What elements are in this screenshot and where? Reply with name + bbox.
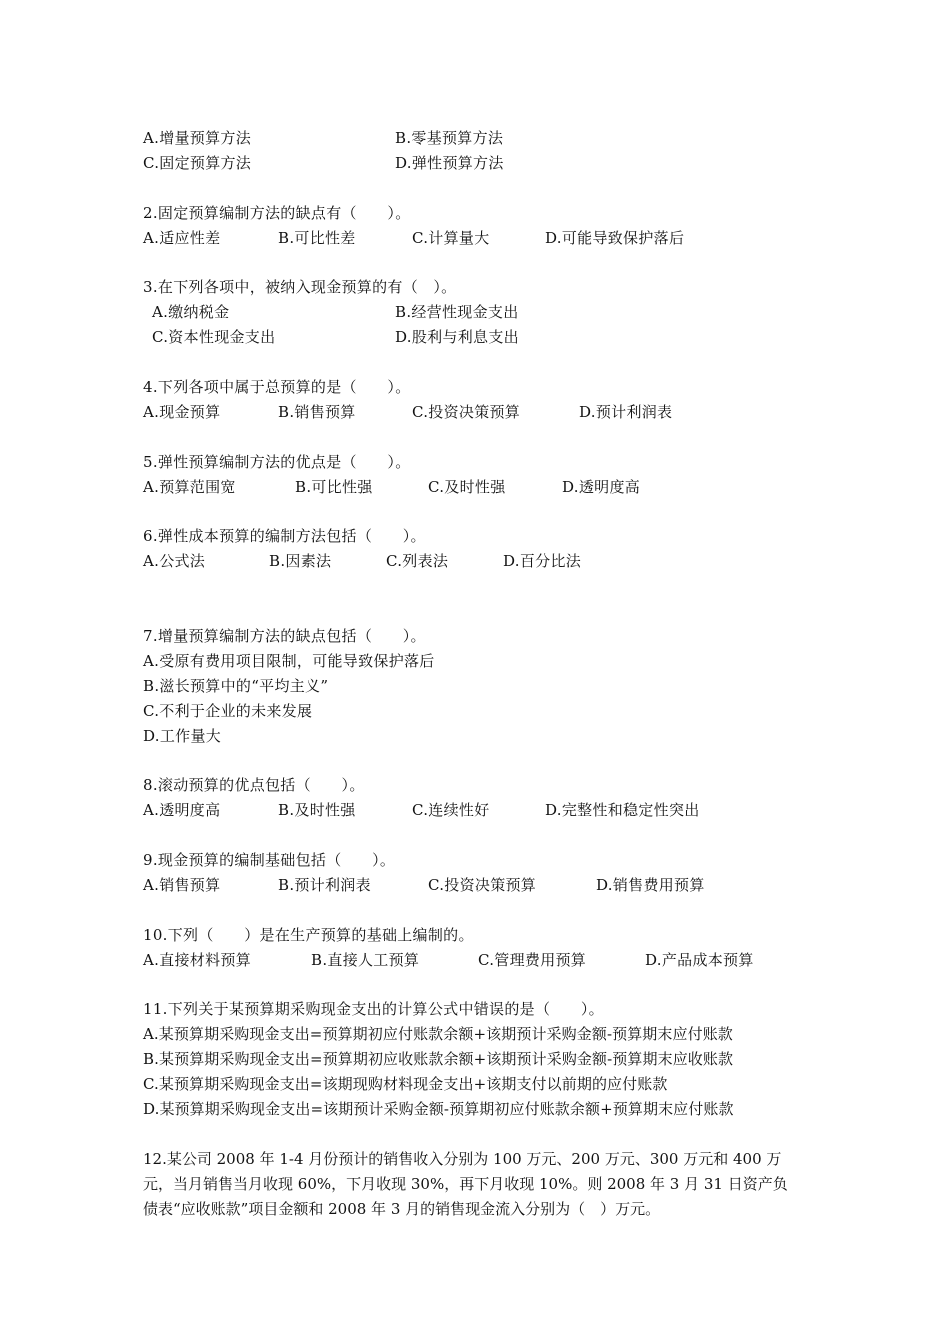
q3-option-b: B.经营性现金支出 — [395, 303, 519, 321]
q4-stem: 4.下列各项中属于总预算的是（ ）。 — [143, 378, 411, 396]
q7-option-d: D.工作量大 — [143, 727, 222, 745]
q3-option-d: D.股利与利息支出 — [395, 328, 519, 346]
q8-option-b: B.及时性强 — [278, 801, 356, 819]
q6-option-d: D.百分比法 — [503, 552, 582, 570]
q1-option-a: A.增量预算方法 — [143, 129, 252, 147]
q10-option-a: A.直接材料预算 — [143, 951, 252, 969]
q2-stem: 2.固定预算编制方法的缺点有（ ）。 — [143, 204, 411, 222]
q8-option-d: D.完整性和稳定性突出 — [545, 801, 700, 819]
q11-option-b: B.某预算期采购现金支出=预算期初应收账款余额+该期预计采购金额-预算期末应收账款 — [143, 1050, 734, 1068]
q8-option-c: C.连续性好 — [412, 801, 490, 819]
q6-option-c: C.列表法 — [386, 552, 449, 570]
q3-stem: 3.在下列各项中，被纳入现金预算的有（ ）。 — [143, 278, 457, 296]
q10-stem: 10.下列（ ）是在生产预算的基础上编制的。 — [143, 926, 474, 944]
q7-option-c: C.不利于企业的未来发展 — [143, 702, 313, 720]
q11-option-d: D.某预算期采购现金支出=该期预计采购金额-预算期初应付账款余额+预算期末应付账款 — [143, 1100, 734, 1118]
q9-stem: 9.现金预算的编制基础包括（ ）。 — [143, 851, 396, 869]
q10-option-c: C.管理费用预算 — [478, 951, 587, 969]
q4-option-a: A.现金预算 — [143, 403, 221, 421]
q4-option-b: B.销售预算 — [278, 403, 356, 421]
q7-option-b: B.滋长预算中的“平均主义” — [143, 677, 329, 695]
q5-option-c: C.及时性强 — [428, 478, 506, 496]
q9-option-d: D.销售费用预算 — [596, 876, 705, 894]
q6-stem: 6.弹性成本预算的编制方法包括（ ）。 — [143, 527, 426, 545]
q5-stem: 5.弹性预算编制方法的优点是（ ）。 — [143, 453, 411, 471]
q11-option-c: C.某预算期采购现金支出=该期现购材料现金支出+该期支付以前期的应付账款 — [143, 1075, 668, 1093]
q11-option-a: A.某预算期采购现金支出=预算期初应付账款余额+该期预计采购金额-预算期末应付账款 — [143, 1025, 733, 1043]
q10-option-b: B.直接人工预算 — [311, 951, 420, 969]
q5-option-b: B.可比性强 — [295, 478, 373, 496]
q6-option-b: B.因素法 — [269, 552, 332, 570]
q7-stem: 7.增量预算编制方法的缺点包括（ ）。 — [143, 627, 426, 645]
q9-option-a: A.销售预算 — [143, 876, 221, 894]
q3-option-a: A.缴纳税金 — [152, 303, 230, 321]
q7-option-a: A.受原有费用项目限制，可能导致保护落后 — [143, 652, 435, 670]
q12-line-2: 元，当月销售当月收现 60%，下月收现 30%，再下月收现 10%。则 2008 年 3 月 31 日资产负 — [143, 1175, 788, 1193]
q4-option-d: D.预计利润表 — [579, 403, 673, 421]
q6-option-a: A.公式法 — [143, 552, 206, 570]
q4-option-c: C.投资决策预算 — [412, 403, 521, 421]
q8-option-a: A.透明度高 — [143, 801, 221, 819]
q8-stem: 8.滚动预算的优点包括（ ）。 — [143, 776, 365, 794]
q2-option-c: C.计算量大 — [412, 229, 490, 247]
q12-line-3: 债表“应收账款”项目金额和 2008 年 3 月的销售现金流入分别为（ ）万元。 — [143, 1200, 661, 1218]
q9-option-b: B.预计利润表 — [278, 876, 371, 894]
q2-option-a: A.适应性差 — [143, 229, 221, 247]
q1-option-b: B.零基预算方法 — [395, 129, 504, 147]
q11-stem: 11.下列关于某预算期采购现金支出的计算公式中错误的是（ ）。 — [143, 1000, 604, 1018]
q3-option-c: C.资本性现金支出 — [152, 328, 276, 346]
q9-option-c: C.投资决策预算 — [428, 876, 537, 894]
q2-option-b: B.可比性差 — [278, 229, 356, 247]
q5-option-d: D.透明度高 — [562, 478, 641, 496]
q12-line-1: 12.某公司 2008 年 1-4 月份预计的销售收入分别为 100 万元、200 万元、300 万元和 400 万 — [143, 1150, 782, 1168]
q10-option-d: D.产品成本预算 — [645, 951, 754, 969]
q1-option-d: D.弹性预算方法 — [395, 154, 504, 172]
q5-option-a: A.预算范围宽 — [143, 478, 236, 496]
q1-option-c: C.固定预算方法 — [143, 154, 252, 172]
q2-option-d: D.可能导致保护落后 — [545, 229, 685, 247]
